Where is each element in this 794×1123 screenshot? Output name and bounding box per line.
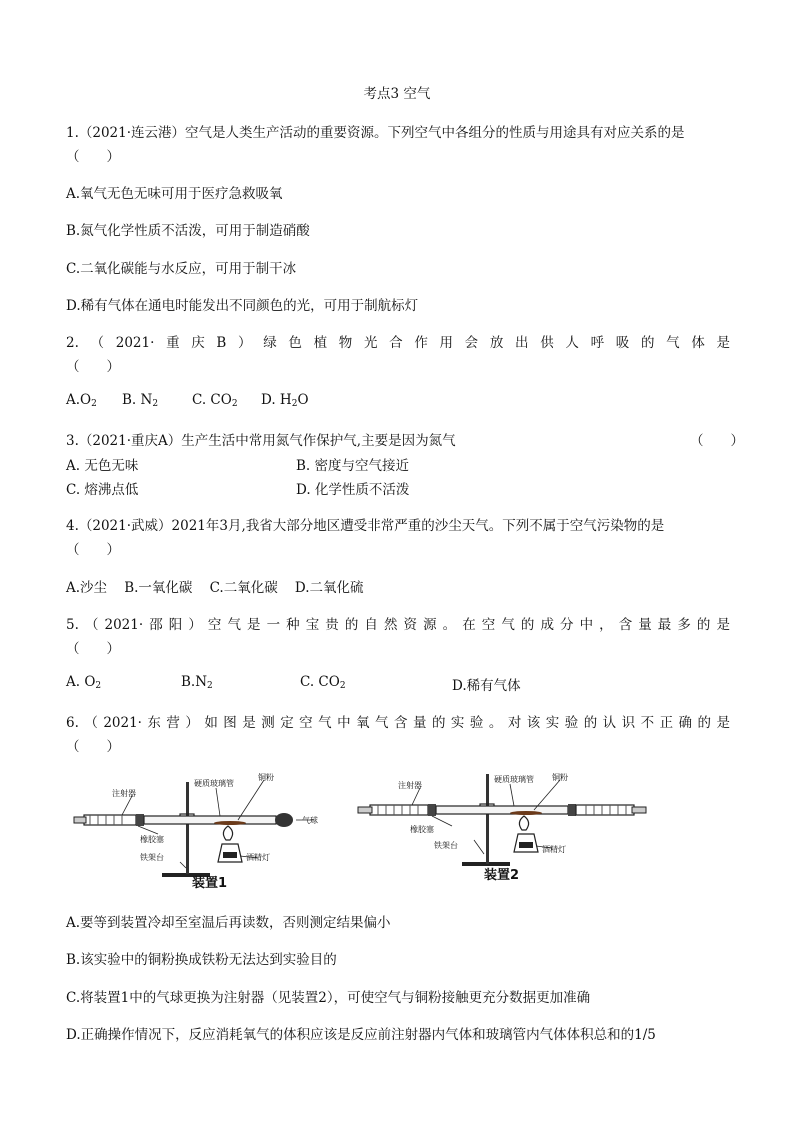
question-2-option-c: C. $CO_2$ [192,392,238,409]
question-5-option-a: A. $O_2$ [66,674,102,691]
label-iron-stand: 铁架台 [434,841,458,850]
label-alcohol-lamp: 酒精灯 [246,853,270,862]
label-syringe: 注射器 [112,789,136,798]
question-3-answer-blank: （ ） [690,433,744,449]
question-5-stem: 5.（2021·邵阳）空气是一种宝贵的自然资源。在空气的成分中，含量最多的是 [66,617,730,633]
right-syringe [576,805,634,815]
label-alcohol-lamp: 酒精灯 [542,845,566,854]
copper-powder [510,811,542,815]
left-syringe [370,805,428,815]
balloon [275,813,293,827]
question-2-option-b: B. $N_2$ [122,392,159,409]
device-1-caption: 装置1 [192,876,228,891]
question-2-option-d: D. $H_2O$ [261,392,309,409]
question-3-option-b: B. 密度与空气接近 [296,458,410,474]
label-rubber-stopper: 橡胶塞 [410,825,434,834]
question-3-stem: 3.（2021·重庆A）生产生活中常用氮气作保护气,主要是因为氮气 [66,433,456,449]
question-1-answer-blank: （ ） [66,149,120,165]
question-5-option-b: $B.N_2$ [181,674,213,691]
question-4-options: A.沙尘 B.一氧化碳 C.二氧化碳 D.二氧化硫 [66,580,364,596]
label-iron-stand: 铁架台 [140,853,164,862]
question-5-answer-blank: （ ） [66,641,120,657]
label-syringe: 注射器 [398,781,422,790]
label-glass-tube: 硬质玻璃管 [494,775,534,784]
syringe [84,815,136,825]
label-rubber-stopper: 橡胶塞 [140,835,164,844]
page-title: 考点3 空气 [363,86,431,102]
label-glass-tube: 硬质玻璃管 [194,779,234,788]
question-4-stem: 4.（2021·武威）2021年3月,我省大部分地区遭受非常严重的沙尘天气。下列不属于空气污染物的是 [66,518,665,534]
question-1-option-b: B.氮气化学性质不活泼，可用于制造硝酸 [66,223,310,239]
label-balloon: 气球 [302,816,318,825]
question-1-option-d: D.稀有气体在通电时能发出不同颜色的光，可用于制航标灯 [66,298,419,314]
question-6-option-a: A.要等到装置冷却至室温后再读数，否则测定结果偏小 [66,915,391,931]
stand-rod [186,782,189,874]
glass-tube [436,806,568,814]
question-3-option-a: A. 无色无味 [66,458,139,474]
rubber-stopper [136,814,144,826]
rubber-stopper [428,804,436,816]
question-3-option-d: D. 化学性质不活泼 [296,482,410,498]
question-6-option-d: D.正确操作情况下，反应消耗氧气的体积应该是反应前注射器内气体和玻璃管内气体体积总和的1/5 [66,1027,656,1043]
question-1-option-c: C.二氧化碳能与水反应，可用于制干冰 [66,261,297,277]
question-6-option-c: C.将装置1中的气球更换为注射器（见装置2），可使空气与铜粉接触更充分数据更加准确 [66,990,591,1006]
question-4-answer-blank: （ ） [66,542,120,558]
label-copper-powder: 铜粉 [258,773,274,782]
question-2-answer-blank: （ ） [66,359,120,375]
question-2-option-a: $A.O_2$ [66,392,97,409]
device-2-caption: 装置2 [484,868,520,883]
stand-rod [486,774,489,864]
label-copper-powder: 铜粉 [552,773,568,782]
question-1-stem: 1.（2021·连云港）空气是人类生产活动的重要资源。下列空气中各组分的性质与用途具有对应关系的是 [66,125,685,141]
question-6-stem: 6.（2021·东营）如图是测定空气中氧气含量的实验。对该实验的认识不正确的是 [66,715,730,731]
question-6-option-b: B.该实验中的铜粉换成铁粉无法达到实验目的 [66,952,337,968]
question-6-answer-blank: （ ） [66,739,120,755]
glass-tube [144,816,276,824]
question-1-option-a: A.氧气无色无味可用于医疗急救吸氧 [66,186,283,202]
question-5-option-c: C. $CO_2$ [300,674,346,691]
question-5-option-d: D.稀有气体 [452,678,521,694]
question-3-option-c: C. 熔沸点低 [66,482,139,498]
copper-powder [214,821,246,825]
question-2-stem: 2.（2021·重庆B）绿色植物光合作用会放出供人呼吸的气体是 [66,335,730,351]
